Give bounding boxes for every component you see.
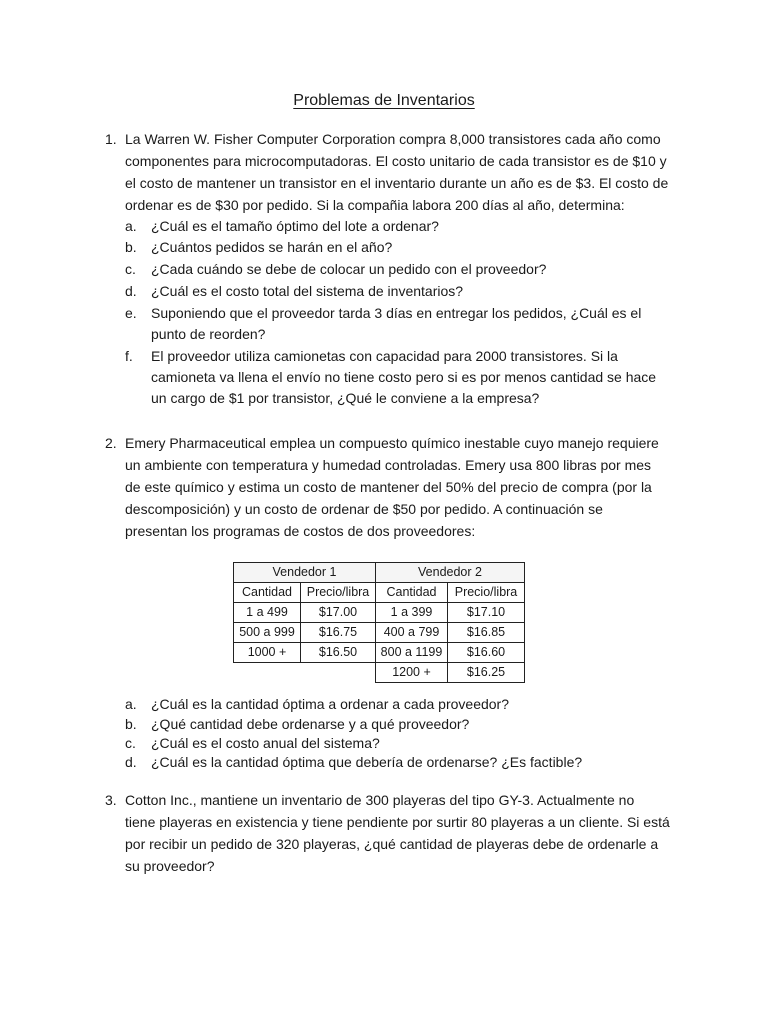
question-label: c. (125, 735, 136, 751)
table-cell (301, 663, 376, 683)
question-text: un cargo de $1 por transistor, ¿Qué le conviene a la empresa? (151, 390, 540, 406)
question-label: d. (125, 283, 137, 299)
statement-line: presentan los programas de costos de dos proveedores: (125, 523, 476, 539)
question-label: b. (125, 239, 137, 255)
question-text: punto de reorden? (151, 326, 266, 342)
statement-line: ordenar es de $30 por pedido. Si la compañia labora 200 días al año, determina: (125, 197, 625, 213)
problem-statement (125, 789, 670, 877)
statement-line: su proveedor? (125, 858, 215, 874)
statement-line: por recibir un pedido de 320 playeras, ¿qué cantidad de playeras debe de ordenarle a (125, 836, 659, 852)
table-cell: $16.60 (448, 643, 525, 663)
statement-line: descomposición) y un costo de ordenar de $50 por pedido. A continuación se (125, 501, 603, 517)
table-cell (234, 663, 301, 683)
table-cell: 400 a 799 (376, 623, 448, 643)
table-cell: 1 a 499 (234, 603, 301, 623)
table-row (234, 623, 525, 643)
statement-line: el costo de mantener un transistor en el inventario durante un año es de $3. El costo de (125, 175, 669, 191)
question-text: ¿Cuál es el costo total del sistema de inventarios? (151, 283, 464, 299)
column-header-price: Precio/libra (448, 583, 525, 603)
question-text: ¿Cuál es la cantidad óptima a ordenar a cada proveedor? (151, 696, 509, 712)
question-text: ¿Cuál es el costo anual del sistema? (151, 735, 380, 751)
question-label: a. (125, 218, 137, 234)
table-cell: 1000 + (234, 643, 301, 663)
table-header-row (234, 563, 525, 583)
table-cell: $17.10 (448, 603, 525, 623)
problem-statement (125, 432, 665, 542)
table-subheader-row (234, 583, 525, 603)
question-text: ¿Cuál es el tamaño óptimo del lote a ordenar? (151, 218, 439, 234)
page-title: Problemas de Inventarios (293, 92, 475, 109)
table-cell: 500 a 999 (234, 623, 301, 643)
statement-line: tiene playeras en existencia y tiene pendiente por surtir 80 playeras a un cliente. Si está (125, 814, 670, 830)
table-cell: $16.75 (301, 623, 376, 643)
table-row (234, 603, 525, 623)
table-row (234, 643, 525, 663)
column-header-quantity: Cantidad (376, 583, 448, 603)
statement-line: Cotton Inc., mantiene un inventario de 300 playeras del tipo GY-3. Actualmente no (125, 792, 635, 808)
table-cell: 1200 + (376, 663, 448, 683)
statement-line: de este químico y estima un costo de mantener del 50% del precio de compra (por la (125, 479, 652, 495)
column-header-quantity: Cantidad (234, 583, 301, 603)
table-cell: 800 a 1199 (376, 643, 448, 663)
problem-number: 2. (105, 435, 117, 451)
problem-number: 3. (105, 792, 117, 808)
table-cell: 1 a 399 (376, 603, 448, 623)
question-label: b. (125, 716, 137, 732)
question-label: e. (125, 305, 137, 321)
table-cell: $17.00 (301, 603, 376, 623)
question-text: ¿Cada cuándo se debe de colocar un pedido con el proveedor? (151, 261, 547, 277)
question-text: El proveedor utiliza camionetas con capacidad para 2000 transistores. Si la (151, 348, 618, 364)
statement-line: componentes para microcomputadoras. El costo unitario de cada transistor es de $10 y (125, 153, 667, 169)
question-text: ¿Qué cantidad debe ordenarse y a qué proveedor? (151, 716, 470, 732)
table-row (234, 663, 525, 683)
problem-number: 1. (105, 131, 117, 147)
statement-line: Emery Pharmaceutical emplea un compuesto químico inestable cuyo manejo requiere (125, 435, 659, 451)
problem-statement (125, 128, 669, 216)
question-text: camioneta va llena el envío no tiene costo pero si es por menos cantidad se hace (151, 369, 657, 385)
vendor-price-table (233, 562, 525, 683)
question-label: f. (125, 348, 133, 364)
vendor-1-header: Vendedor 1 (234, 563, 376, 583)
table-cell: $16.50 (301, 643, 376, 663)
question-text: ¿Cuál es la cantidad óptima que debería de ordenarse? ¿Es factible? (151, 754, 583, 770)
question-label: d. (125, 754, 137, 770)
question-text: ¿Cuántos pedidos se harán en el año? (151, 239, 393, 255)
vendor-2-header: Vendedor 2 (376, 563, 525, 583)
statement-line: un ambiente con temperatura y humedad controladas. Emery usa 800 libras por mes (125, 457, 652, 473)
table-cell: $16.25 (448, 663, 525, 683)
question-text: Suponiendo que el proveedor tarda 3 días en entregar los pedidos, ¿Cuál es el (151, 305, 642, 321)
column-header-price: Precio/libra (301, 583, 376, 603)
statement-line: La Warren W. Fisher Computer Corporation compra 8,000 transistores cada año como (125, 131, 661, 147)
question-label: c. (125, 261, 136, 277)
question-label: a. (125, 696, 137, 712)
table-cell: $16.85 (448, 623, 525, 643)
